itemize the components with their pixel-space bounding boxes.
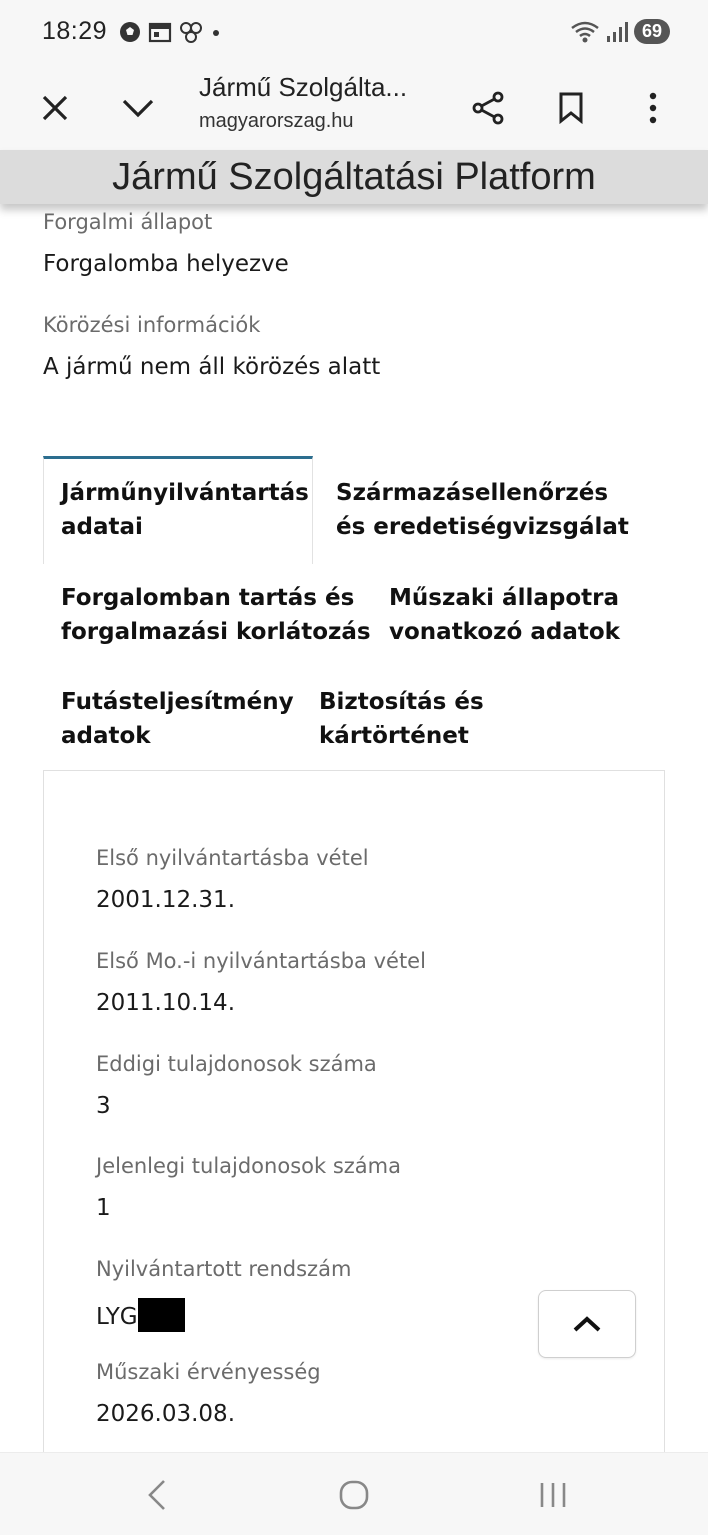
soccer-ball-icon	[118, 20, 142, 44]
site-banner-title: Jármű Szolgáltatási Platform	[112, 156, 596, 198]
back-chevron-icon	[147, 1479, 167, 1511]
tab-label-line: és eredetiségvizsgálat	[336, 514, 629, 540]
share-button[interactable]	[460, 80, 516, 136]
chevron-up-icon	[572, 1315, 602, 1333]
record-label: Eddigi tulajdonosok száma	[96, 1052, 377, 1076]
status-time: 18:29	[42, 17, 108, 45]
browser-page-title: Jármű Szolgálta...	[199, 72, 408, 102]
record-value: 2001.12.31.	[96, 887, 235, 913]
tab-muszaki-allapot[interactable]	[389, 581, 620, 649]
tab-label-line: Származásellenőrzés	[336, 480, 609, 506]
recents-icon	[538, 1480, 568, 1510]
record-label: Jelenlegi tulajdonosok száma	[96, 1154, 401, 1178]
system-nav-bar	[0, 1452, 708, 1535]
tab-label-line: Forgalomban tartás és	[61, 585, 355, 611]
record-label: Első Mo.-i nyilvántartásba vétel	[96, 949, 426, 973]
battery-indicator: 69	[634, 19, 670, 44]
browser-url[interactable]: magyarorszag.hu	[199, 110, 354, 132]
record-value: 3	[96, 1093, 111, 1119]
field-label: Körözési információk	[43, 313, 261, 337]
record-value: LYG	[96, 1304, 138, 1330]
tab-label-line: forgalmazási korlátozás	[61, 619, 371, 645]
redaction-block	[138, 1298, 185, 1332]
wifi-icon	[570, 20, 600, 44]
record-value: 2011.10.14.	[96, 990, 235, 1016]
recents-button[interactable]	[528, 1473, 578, 1517]
tab-jarmunyilvantartas[interactable]	[61, 476, 309, 544]
field-value: Forgalomba helyezve	[43, 251, 289, 277]
record-value: 1	[96, 1195, 111, 1221]
field-value: A jármű nem áll körözés alatt	[43, 354, 381, 380]
field-label: Forgalmi állapot	[43, 210, 213, 234]
bookmark-icon	[558, 92, 584, 124]
home-circle-icon	[339, 1480, 369, 1510]
scroll-to-top-button[interactable]	[538, 1290, 636, 1358]
more-vert-icon	[648, 92, 658, 124]
close-icon	[41, 94, 69, 122]
tab-label-line: Biztosítás és	[319, 689, 484, 715]
back-button[interactable]	[132, 1473, 182, 1517]
pinwheel-icon	[178, 20, 204, 44]
collapse-button[interactable]	[110, 80, 166, 136]
tab-label-line: adatai	[61, 514, 143, 540]
signal-icon	[606, 20, 628, 44]
tab-biztositas[interactable]	[319, 685, 484, 753]
plate-value	[96, 1298, 185, 1332]
close-button[interactable]	[27, 80, 83, 136]
site-banner	[0, 150, 708, 204]
tab-label-line: Futásteljesítmény	[61, 689, 294, 715]
share-icon	[471, 91, 505, 125]
tab-label-line: Járműnyilvántartás	[61, 480, 309, 506]
tab-forgalomban-tartas[interactable]	[61, 581, 371, 649]
tab-szarmazasellenorzes[interactable]	[336, 476, 629, 544]
dot-icon	[210, 20, 222, 44]
tab-label-line: adatok	[61, 723, 151, 749]
notification-icons	[118, 20, 222, 44]
chevron-down-icon	[122, 98, 154, 118]
menu-button[interactable]	[625, 80, 681, 136]
home-button[interactable]	[329, 1473, 379, 1517]
browser-toolbar	[0, 66, 708, 150]
tab-label-line: Műszaki állapotra	[389, 585, 619, 611]
record-label: Műszaki érvényesség	[96, 1360, 321, 1384]
tab-futasteljesitmeny[interactable]	[61, 685, 294, 753]
system-indicators	[570, 19, 670, 44]
record-label: Első nyilvántartásba vétel	[96, 846, 369, 870]
bookmark-button[interactable]	[543, 80, 599, 136]
tab-label-line: vonatkozó adatok	[389, 619, 620, 645]
calendar-icon	[148, 20, 172, 44]
record-value: 2026.03.08.	[96, 1401, 235, 1427]
tab-label-line: kártörténet	[319, 723, 469, 749]
record-label: Nyilvántartott rendszám	[96, 1257, 352, 1281]
status-bar	[0, 0, 708, 66]
